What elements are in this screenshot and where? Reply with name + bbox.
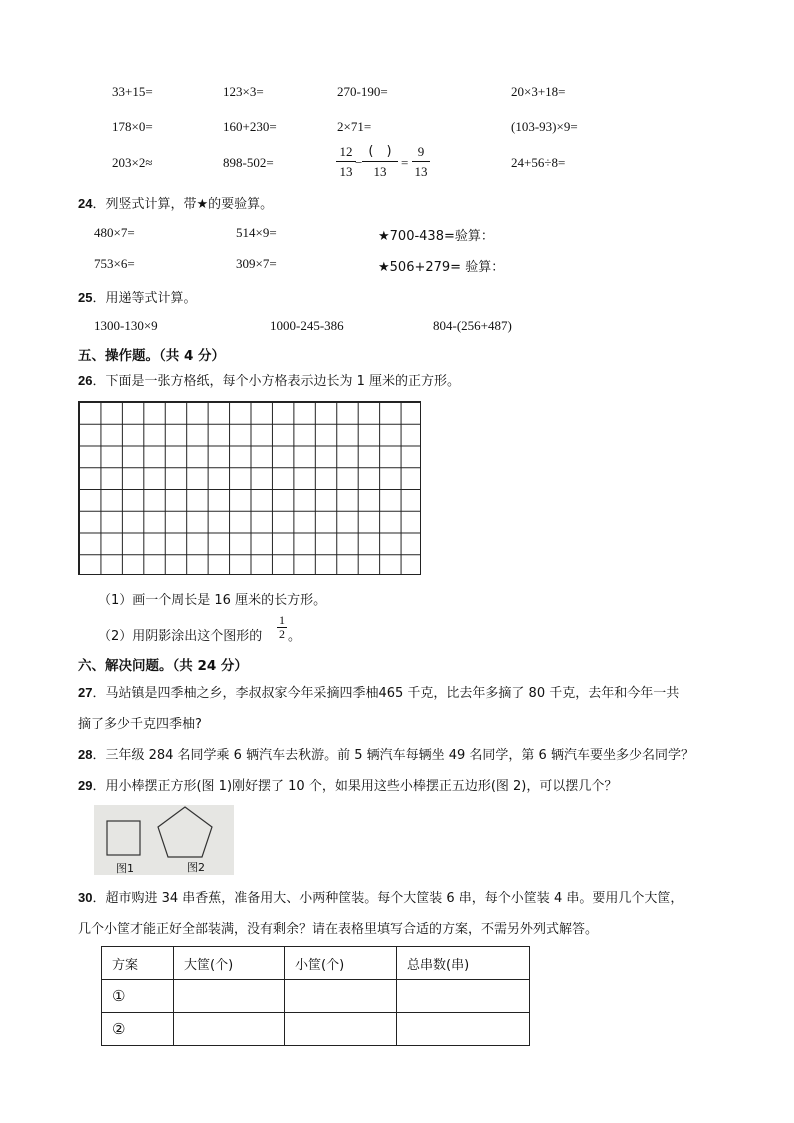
table-row	[102, 1013, 530, 1046]
answer-table	[101, 946, 530, 1046]
figure-square-pentagon	[94, 805, 234, 875]
vertical-calc-item: 514×9=	[236, 225, 277, 240]
table-header-cell: 总串数(串)	[397, 947, 530, 980]
question-30: 30．超市购进 34 串香蕉，准备用大、小两种筐装。每个大筐装 6 串，每个小筐装 4 串。要用几个大筐，	[78, 890, 684, 906]
table-header-cell: 方案	[102, 947, 174, 980]
question-26: 26．下面是一张方格纸，每个小方格表示边长为 1 厘米的正方形。	[78, 373, 461, 389]
table-header-row	[102, 947, 530, 980]
minus-sign: −	[355, 155, 363, 170]
calc-item: 20×3+18=	[511, 84, 566, 99]
stepwise-calc-item: 1300-130×9	[94, 318, 158, 333]
calc-item: 123×3=	[223, 84, 264, 99]
table-cell-plan: ①	[102, 980, 174, 1013]
question-25: 25．用递等式计算。	[78, 290, 197, 306]
fraction-half: 1 2	[279, 613, 285, 641]
pentagon-shape	[158, 807, 212, 857]
vertical-calc-item: ★506+279= 验算：	[378, 260, 505, 275]
vertical-calc-item: 480×7=	[94, 225, 135, 240]
fraction-denominator: 13	[414, 164, 428, 179]
table-cell-input[interactable]	[397, 980, 530, 1013]
section-heading-6: 六、解决问题。（共 24 分）	[78, 658, 248, 674]
section-heading-5: 五、操作题。（共 4 分）	[78, 348, 226, 364]
question-29: 29．用小棒摆正方形(图 1)刚好摆了 10 个，如果用这些小棒摆正五边形(图 2)，可以摆几个？	[78, 778, 618, 794]
calc-item: 160+230=	[223, 119, 277, 134]
calc-item: (103-93)×9=	[511, 119, 578, 134]
calc-item: 24+56÷8=	[511, 155, 566, 170]
table-header-cell: 小筐(个)	[285, 947, 397, 980]
fraction-c	[412, 144, 430, 180]
fraction-b	[362, 144, 398, 180]
grid-paper	[78, 401, 421, 575]
calc-item: 270-190=	[337, 84, 388, 99]
question-27-cont: 摘了多少千克四季柚?	[78, 717, 202, 732]
question-27: 27．马站镇是四季柚之乡，李叔叔家今年采摘四季柚465 千克，比去年多摘了 80 千克，去年和今年一共	[78, 685, 680, 701]
table-row	[102, 980, 530, 1013]
question-26-sub2: （2）用阴影涂出这个图形的	[98, 629, 263, 644]
square-shape	[107, 821, 140, 855]
calc-item: 203×2≈	[112, 155, 153, 170]
fraction-denominator: 13	[339, 164, 353, 179]
stepwise-calc-item: 1000-245-386	[270, 318, 344, 333]
vertical-calc-item: 753×6=	[94, 256, 135, 271]
period: 。	[288, 629, 302, 644]
table-cell-input[interactable]	[174, 1013, 285, 1046]
fraction-a	[336, 144, 356, 180]
question-26-sub1: （1）画一个周长是 16 厘米的长方形。	[98, 593, 327, 608]
question-24: 24．列竖式计算，带★的要验算。	[78, 196, 274, 212]
stepwise-calc-item: 804-(256+487)	[433, 318, 512, 333]
figure-1-label: 图1	[116, 862, 134, 875]
table-cell-input[interactable]	[397, 1013, 530, 1046]
vertical-calc-item: ★700-438=验算：	[378, 229, 494, 244]
calc-item: 178×0=	[112, 119, 153, 134]
fraction-numerator: 12	[339, 144, 353, 159]
question-28: 28．三年级 284 名同学乘 6 辆汽车去秋游。前 5 辆汽车每辆坐 49 名同学，第 6 辆汽车要坐多少名同学？	[78, 747, 694, 763]
fraction-denominator: 13	[373, 164, 387, 179]
calc-item: 33+15=	[112, 84, 153, 99]
question-30-cont: 几个小筐才能正好全部装满，没有剩余？请在表格里填写合适的方案，不需另外列式解答。	[78, 922, 599, 937]
calc-item: 898-502=	[223, 155, 274, 170]
table-cell-plan: ②	[102, 1013, 174, 1046]
table-cell-input[interactable]	[285, 980, 397, 1013]
vertical-calc-item: 309×7=	[236, 256, 277, 271]
fraction-numerator: 9	[417, 144, 425, 159]
table-cell-input[interactable]	[174, 980, 285, 1013]
equals-sign: =	[401, 155, 409, 170]
calc-item: 2×71=	[337, 119, 372, 134]
figure-2-label: 图2	[187, 861, 205, 874]
fraction-numerator: ( )	[368, 144, 392, 159]
table-header-cell: 大筐(个)	[174, 947, 285, 980]
table-cell-input[interactable]	[285, 1013, 397, 1046]
figure-shapes	[94, 805, 234, 875]
